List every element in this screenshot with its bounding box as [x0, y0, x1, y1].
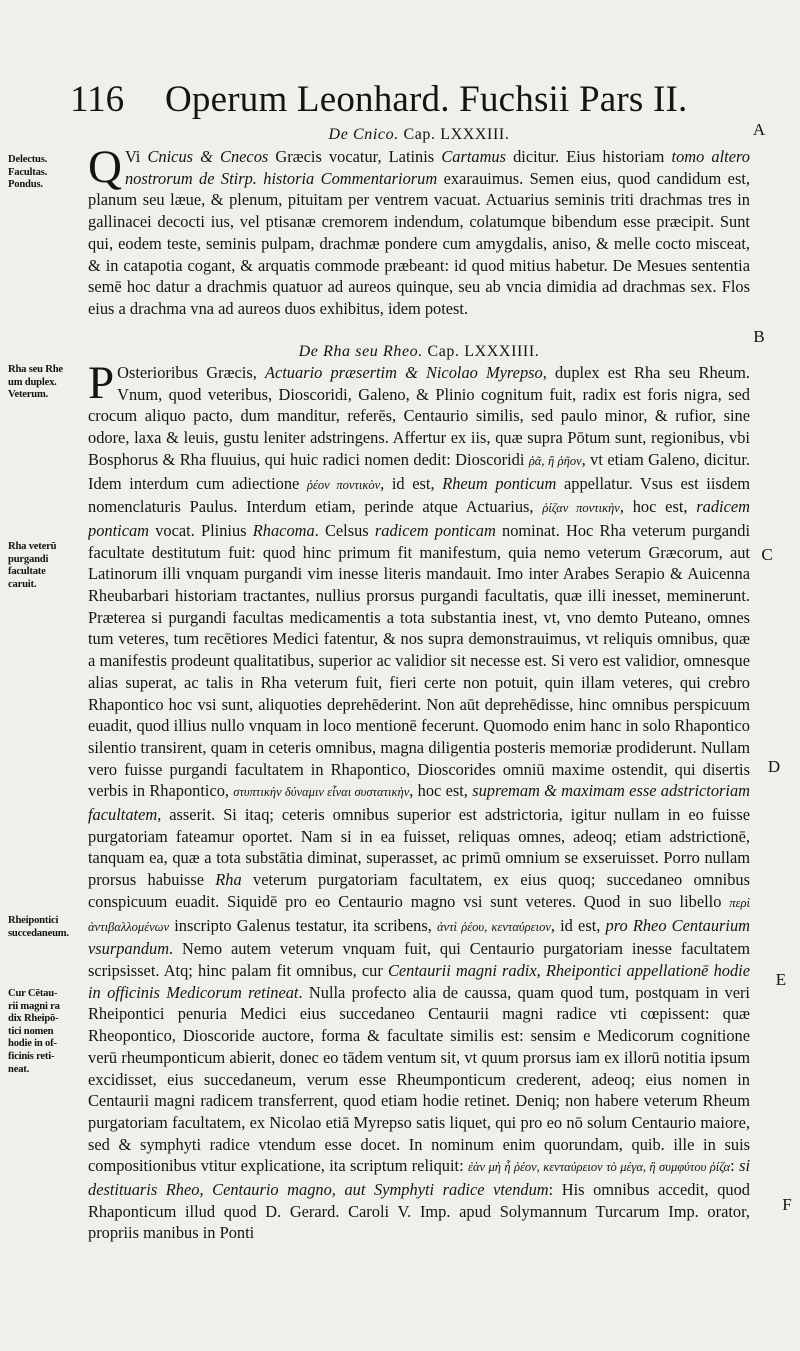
italic-phrase: Rhacoma	[252, 520, 315, 540]
margin-note-line: Facultas.	[8, 166, 48, 178]
margin-note-line: Delectus.	[8, 154, 48, 165]
margin-note-line: Rheipontici succedaneum.	[8, 915, 69, 939]
section-letter-b: B	[753, 327, 765, 346]
paragraph-text	[88, 147, 750, 318]
margin-note	[8, 154, 82, 192]
section-letter-f: F	[782, 1195, 792, 1214]
greek-phrase: ἐὰν μὴ ἦ ῥέον, κενταύρειον τὸ μέγα, ἢ συμφύτου ῥίζα	[468, 1160, 731, 1175]
chapter-title: De Rha seu Rheo.	[298, 343, 423, 360]
greek-phrase: ῥᾶ, ἢ ῥῆον	[528, 453, 582, 468]
greek-phrase: περὶ ἀντιβαλλομένων	[88, 895, 750, 934]
margin-note	[8, 988, 82, 1076]
drop-capital: Q	[88, 146, 122, 193]
margin-note	[8, 541, 82, 591]
text-run: , hoc est,	[409, 781, 473, 801]
section-letter-a: A	[752, 120, 766, 139]
italic-phrase: Actuario præsertim & Nicolao Myrepso	[264, 363, 543, 382]
margin-note-line: Rha seu Rhe	[8, 364, 63, 375]
margin-note	[8, 364, 82, 402]
margin-note-line: Pondus.	[8, 179, 43, 191]
margin-note-line: dix Rheipō-	[8, 1013, 59, 1025]
italic-phrase: Cnicus & Cnecos	[147, 147, 269, 166]
text-run: exarauimus. Semen eius, quod candidum est, planum seu læue, & plenum, pituitam per ventrem vacuat. Actuarius seminis triti drachmas tres in gallinacei decocti ius, vel ptisanæ cremorem indendum, colatumque bibendum esse præcipit. Sunt qui, eodem teste, seminis pulpam, drachmæ pondere cum amygdalis, aniso, & melle cocto misceat, & in catapotia cogant, & arquatis commode præbeant: id quod mitius habetur. De Mesues sententia semē hoc datur a drachmis quatuor ad aureos quinque, seu ab vncia dimidia ad drachmas sex. Flos eius a drachma vna ad aureos duos exhibitus, idem potest.	[88, 168, 750, 318]
text-run: , id est,	[550, 915, 606, 935]
chapter-body	[88, 362, 750, 1347]
chapter-label: Cap. LXXXIIII.	[427, 343, 540, 360]
chapter-heading	[88, 342, 750, 362]
text-run: Vi	[124, 147, 148, 166]
greek-phrase: ἀντὶ ῥέου, κενταύρειον	[436, 919, 551, 934]
section-letter-c: C	[761, 545, 773, 564]
margin-note-line: neat.	[8, 1063, 30, 1075]
text-run: Græcis vocatur, Latinis	[268, 147, 442, 166]
greek-phrase: ῥέον ποντικὸν	[306, 477, 381, 492]
margin-note-line: Cur Cētau-	[8, 988, 58, 999]
text-run: . Nemo autem veterum vnquam fuit, qui Centaurio purgatoriam inesse facultatem scripsisset. Atq; hinc palam fit omnibus, cur	[88, 939, 750, 980]
text-run: , asserit. Si itaq; ceteris omnibus superior est adstrictoria, igitur nullam in eo fuisse purgatoriam fateamur oportet. Nam si in ea fuisset, reliquas omnes, adeoq; etiam adstrictionē, tanquam ea, quæ a tota substātia diminat, superasset, ac primū omnium se exseruisset. Porro nullam prorsus habuisse	[88, 805, 750, 890]
margin-note-line: facultate	[8, 566, 46, 578]
text-run: dicitur. Eius historiam	[505, 147, 672, 166]
chapter-title: De Cnico.	[328, 126, 399, 143]
margin-note-line: tici nomen	[8, 1025, 54, 1037]
margin-note-line: purgandi	[8, 553, 49, 565]
text-run: , hoc est,	[619, 497, 697, 517]
greek-phrase: ῥίζαν ποντικὴν	[542, 501, 620, 516]
text-run: . Celsus	[314, 520, 375, 540]
italic-phrase: Rheum ponticum	[442, 473, 557, 493]
text-run: inscripto Galenus testatur, ita scribens,	[169, 915, 437, 935]
chapter-paragraph	[88, 362, 750, 1244]
chapter-label: Cap. LXXXIII.	[403, 126, 510, 143]
page-number: 116	[70, 79, 125, 120]
page-header	[70, 76, 688, 124]
italic-phrase: supremam & maximam esse adstrictoriam facultatem	[88, 781, 750, 825]
chapter-body	[88, 146, 750, 342]
italic-phrase: radicem ponticam	[88, 497, 750, 540]
margin-note-line: Veterum.	[8, 389, 49, 401]
paragraph-text	[88, 363, 750, 1242]
greek-phrase: στυπτικὴν δύναμιν εἶναι συστατικὴν	[233, 785, 410, 800]
text-run: :	[730, 1156, 740, 1176]
text-run: . Nulla profecto alia de caussa, quam quod tum, postquam in veri Rheipontici penuria Medici eius succedaneo Centaurii magni radice vti cœpissent: quæ Rheopontico, Dioscoride auctore, forma & facultate similis est: sensim e Medicorum cognitione verū rheumponticum abierit, donec eo tādem ventum sit, vt quum prorsus iam ex illorū notitia ipsum excidisset, eius succedaneum, verum esse Rheumponticum crederent, adeoq; eius nomen in Centaurii magni radicem transferrent, quod etiam hodie retinet. Deniq; non habere veterum Rheum purgatoriam facultatem, ex Nicolao etiā Myrepso satis liquet, qui pro eo nō solum Centaurio maiore, sed & symphyti radice vtendum esse docet. In nominum enim quorundam, quib. ille in suis compositionibus vtitur explicatione, ita scriptum reliquit:	[88, 982, 750, 1176]
text-run: vocat. Plinius	[149, 520, 253, 540]
text-run: nominat. Hoc Rha veterum purgandi facultate destitutum fuit: quod hinc primum fit manifestum, quia nemo veterum Græcorum, aut Latinorum illi vnquam purgandi vim inesse literis mandauit. Imo inter Arabes Serapio & Auicenna Rheubarbari historiam tractantes, nullius prorsus purgandi facultatis, quæ illi inesset, meminerunt. Præterea si purgandi facultas medicamentis a tota substantia inest, vt, vno demto Puteano, omnes tum veteres, tum recētiores Medici fatentur, & nos supra demonstrauimus, vt reliquis omnibus, quæ a manifestis prodeunt qualitatibus, superior ac validior sit necesse est. Si vero est validior, omnesque alias superat, ac talis in Rha veterum fuit, fieri certe non potuit, quin illam veteres, qui crebro Rhapontico hoc vsi sunt, aliquoties deprehēderint. Non aūt deprehēdisse, hinc omnibus perspicuum euadit, quod illius nullo vnquam in loco mentionē fecerunt. Quomodo enim hanc in solo Rhapontico silentio transirent, quam in ceteris omnibus, magna diligentia posteris memoriæ prodiderunt. Nullam vero fuisse purgandi facultatem in Rhapontico, Dioscorides omniū maxime ostendit, qui disertis verbis in Rhapontico,	[88, 520, 750, 801]
text-run: appellatur. Vsus est iisdem nomenclaturis Paulus. Interdum etiam, perinde atque Actuarius,	[88, 473, 750, 517]
margin-note-line: ficinis reti-	[8, 1050, 55, 1062]
italic-phrase: pro Rheo Centaurium vsurpandum	[88, 915, 750, 959]
margin-note	[8, 915, 76, 940]
chapter-paragraph	[88, 146, 750, 320]
margin-note-line: Rha veterū	[8, 541, 57, 552]
chapter-heading	[88, 125, 750, 145]
section-letter-e: E	[775, 970, 787, 989]
margin-note-line: hodie in of-	[8, 1038, 57, 1050]
italic-phrase: Cartamus	[441, 147, 506, 166]
margin-note-line: um duplex.	[8, 376, 57, 388]
text-run: Osterioribus Græcis,	[117, 363, 265, 382]
italic-phrase: radicem ponticam	[374, 520, 496, 540]
text-run: , vt etiam Galeno, dicitur. Idem interdum cum adiectione	[88, 449, 750, 493]
section-letter-d: D	[767, 757, 781, 776]
italic-phrase: tomo altero nostrorum de Stirp. historia Commentariorum	[124, 147, 750, 188]
italic-phrase: si destituaris Rheo, Centaurio magno, aut Symphyti radice vtendum	[88, 1156, 750, 1200]
text-run: , duplex est Rha seu Rheum. Vnum, quod veteribus, Dioscoridi, Galeno, & Plinio cognitum fuit, radix est foris nigra, sed crocum aliquo pacto, dum manditur, referēs, Centaurio similis, sed paulo minor, & rufior, sine odore, laxa & leuis, gustu leniter adstringens. Affertur ex iis, quæ supra Pōtum sunt, regionibus, vbi Bosphorus & Rha fluuius, qui huic radici nomen dedit: Dioscoridi	[88, 363, 750, 469]
text-run: : His omnibus accedit, quod Rhaponticum illud quod D. Gerard. Caroli V. Imp. apud Solymannum Turcarum Imp. orator, propriis manibus in Ponti	[88, 1180, 750, 1243]
italic-phrase: Centaurii magni radix, Rheipontici appellationē hodie in officinis Medicorum retineat	[88, 960, 750, 1002]
italic-phrase: Rha	[215, 870, 242, 890]
text-run: , id est,	[380, 473, 443, 493]
text-run: veterum purgatoriam facultatem, ex eius quoq; succedaneo omnibus conspicuum euadit. Siquidē pro eo Centaurio magno vsi sunt veteres. Quod in suo libello	[88, 870, 750, 911]
margin-note-line: caruit.	[8, 578, 37, 590]
running-title: Operum Leonhard. Fuchsii Pars II.	[165, 79, 688, 120]
margin-note-line: rii magni ra	[8, 1000, 60, 1012]
drop-capital: P	[88, 362, 115, 409]
